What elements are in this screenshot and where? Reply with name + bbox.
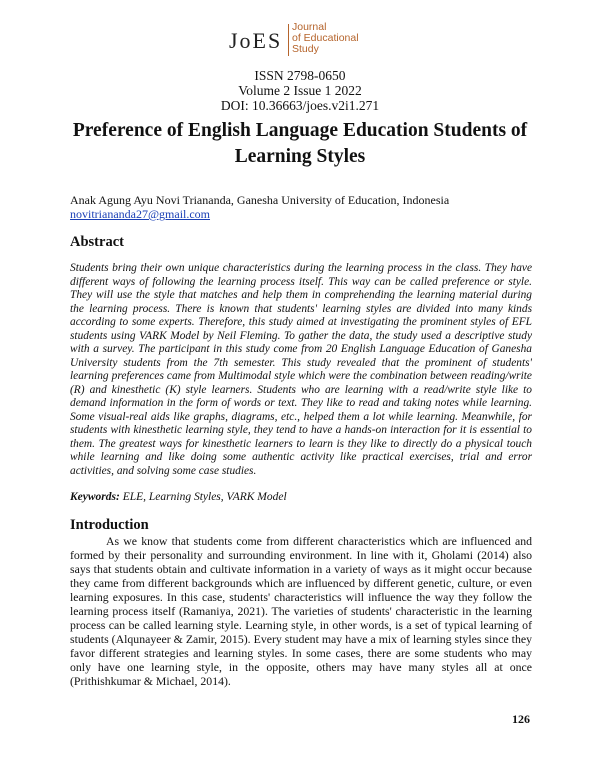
logo-line-3: Study [292,43,319,55]
keywords-value: ELE, Learning Styles, VARK Model [122,491,287,503]
page-number: 126 [512,712,530,726]
doi: DOI: 10.36663/joes.v2i1.271 [220,98,380,113]
keywords-label: Keywords: [70,491,120,503]
introduction-text: As we know that students come from different characteristics which are influenced and formed by their personality and surrounding environment. In line with it, Gholami (2014) also says that students obtain and cultivate information in a variety of ways as it might occur because they came from different backgrounds which are influenced by different genetic, culture, or even learning exposures. In this case, students' characteristics will influence the way they follow the learning process itself (Ramaniya, 2021). The varieties of students' characteristic in the learning process can be called learning style. Learning style, in other words, is a set of typical learning of students (Alqunayeer & Zamir, 2015). Every student may have a mix of learning styles since they favor different strategies and learning styles. In some cases, there are some students who may only have one learning style, in the opposite, others may have many styles all at once (Prithishkumar & Michael, 2014). [70,534,532,688]
author-affiliation: Anak Agung Ayu Novi Triananda, Ganesha University of Education, Indonesia [70,193,450,207]
abstract-text: Students bring their own unique characteristics during the learning process in the class. They have different ways of following the learning process itself. This way can be called preference or style. They will use the style that matches and help them in comprehending the learning material during the learning process. There is known that students' learning styles are divided into many kinds according to some experts. Therefore, this study aimed at investigating the prominent styles of EFL students using VARK Model by Neil Fleming. To gather the data, the study used a descriptive study with a survey. The participant in this study come from 20 English Language Education of Ganesha University students from the 7th semester. This study revealed that the prominent of students' learning preferences came from Multimodal style which were the combination between reading/write (R) and kinesthetic (K) style learners. Students who are learning with a read/write style like to demand information in the form of words or text. They like to read and taking notes while learning. Some visual-real aids like graphs, diagrams, etc., helped them a lot while learning. Meanwhile, for students with kinesthetic learning style, they tend to have a hands-on interaction for it is essential to them. The greatest ways for kinesthetic learners to learn is they like to directly do a physical touch while learning and like doing some authentic activity like practical exercises, trial and error activities, and solving some case studies. [70,262,532,477]
logo-short-name: JoES [229,28,283,53]
abstract-heading: Abstract [70,234,124,250]
keywords [70,491,287,503]
logo-line-2: of Educational [292,32,359,44]
author-email-link[interactable]: novitriananda27@gmail.com [70,207,211,221]
paper-title: Preference of English Language Education Students of Learning Styles [72,120,528,167]
logo-divider [288,24,289,56]
introduction-heading: Introduction [70,517,149,533]
journal-logo [229,22,389,58]
logo-journal-name [292,22,359,55]
issn: ISSN 2798-0650 [254,68,346,83]
volume-issue: Volume 2 Issue 1 2022 [238,83,362,98]
logo-line-1: Journal [292,21,327,33]
